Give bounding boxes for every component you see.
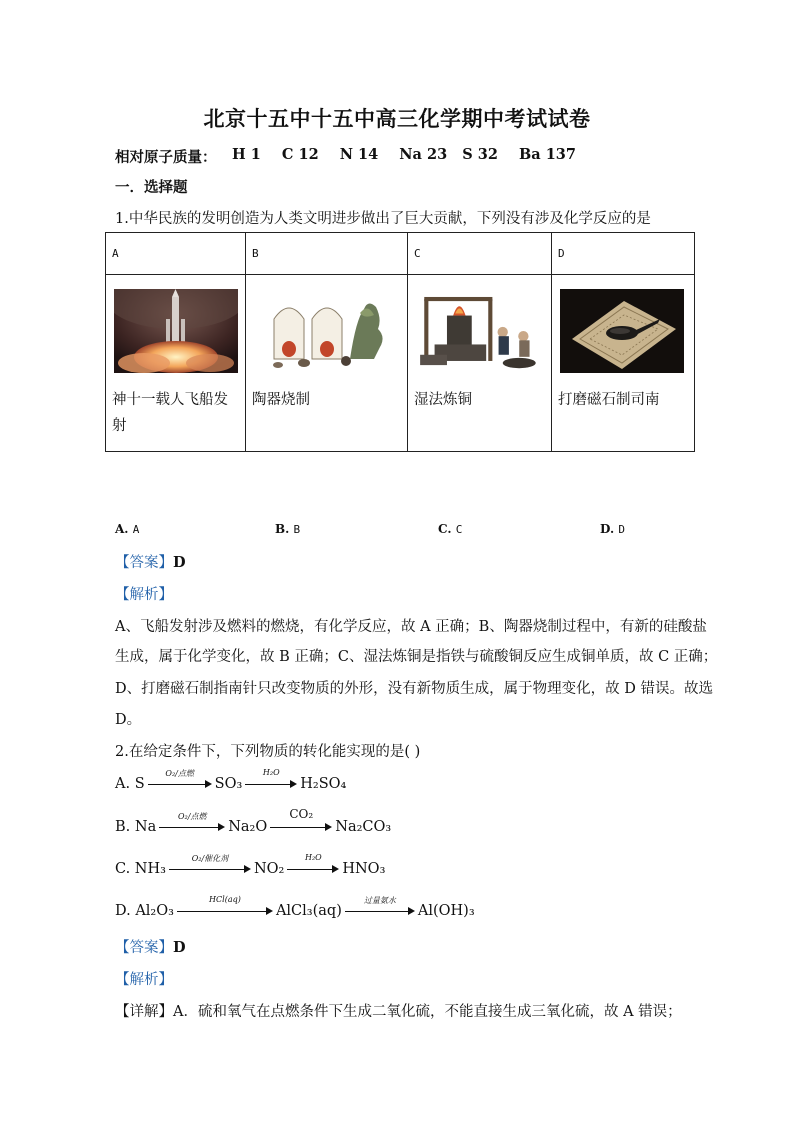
option-caption-a: 神十一载人飞船发射: [112, 392, 228, 434]
reaction-arrow: O₂/点燃: [159, 813, 225, 835]
q1-analysis-line: A、飞船发射涉及燃料的燃烧，有化学反应，故 A 正确；B、陶器烧制过程中，有新的硅酸盐: [115, 619, 707, 635]
q2-answer: 【答案】D: [115, 939, 186, 956]
question-2-stem: 2.在给定条件下，下列物质的转化能实现的是( ): [115, 744, 421, 760]
option-header-d: D: [552, 233, 695, 275]
atomic-mass-list: [232, 146, 592, 163]
option-cell-d: [552, 275, 695, 452]
page-title: 北京十五中十五中高三化学期中考试试卷: [203, 106, 591, 131]
atomic-mass-label: 相对原子质量：: [115, 149, 217, 166]
q1-analysis-line: 生成，属于化学变化，故 B 正确；C、湿法炼铜是指铁与硫酸铜反应生成铜单质，故 C 正确；: [115, 649, 718, 665]
option-cell-c: [408, 275, 552, 452]
section-title: 一．选择题: [115, 179, 188, 196]
atomic-mass-item: Ba 137: [519, 146, 576, 163]
option-caption-d: 打磨磁石制司南: [558, 392, 660, 408]
q1-answer: 【答案】D: [115, 554, 186, 571]
option-cell-a: [106, 275, 246, 452]
reaction-arrow: O₂/催化剂: [169, 855, 251, 877]
q2-option-d: D. Al₂O₃ HCl(aq) AlCl₃(aq) 过量氨水 Al(OH)₃: [115, 895, 475, 919]
rocket-launch-image: [114, 289, 238, 373]
reaction-arrow: CO₂: [270, 813, 332, 835]
choice-c: C. C: [438, 522, 463, 536]
q2-option-a: A. S O₂/点燃 SO₃ H₂O H₂SO₄: [115, 768, 347, 792]
atomic-mass-item: N 14: [339, 146, 379, 163]
option-caption-b: 陶器烧制: [252, 392, 310, 408]
pottery-kiln-image: [260, 289, 392, 373]
option-header-b: B: [246, 233, 408, 275]
reaction-arrow: H₂O: [287, 855, 339, 877]
question-1-options-table: [105, 232, 695, 452]
question-1-stem: 1.中华民族的发明创造为人类文明进步做出了巨大贡献，下列没有涉及化学反应的是: [115, 211, 651, 227]
q2-detail: 【详解】A．硫和氧气在点燃条件下生成二氧化硫，不能直接生成三氧化硫，故 A 错误；: [115, 1004, 682, 1020]
option-header-c: C: [408, 233, 552, 275]
copper-smelting-image: [416, 285, 544, 375]
atomic-mass-item: Na 23: [399, 146, 448, 163]
compass-sinan-image: [560, 289, 684, 373]
option-header-a: A: [106, 233, 246, 275]
reaction-arrow: H₂O: [245, 770, 297, 792]
reaction-arrow: 过量氨水: [345, 897, 415, 919]
reaction-arrow: HCl(aq): [177, 897, 273, 919]
q2-option-b: B. Na O₂/点燃 Na₂O CO₂ Na₂CO₃: [115, 807, 392, 835]
atomic-mass-item: S 32: [462, 146, 498, 163]
reaction-arrow: O₂/点燃: [148, 770, 212, 792]
option-cell-b: [246, 275, 408, 452]
q2-analysis-tag: 【解析】: [115, 972, 173, 988]
atomic-mass-item: C 12: [281, 146, 319, 163]
option-caption-c: 湿法炼铜: [414, 392, 472, 408]
choice-b: B. B: [275, 522, 301, 536]
choice-d: D. D: [600, 522, 625, 536]
q1-analysis-tag: 【解析】: [115, 587, 173, 603]
q1-analysis-line: D、打磨磁石制指南针只改变物质的外形，没有新物质生成，属于物理变化，故 D 错误。故选: [115, 681, 713, 697]
q1-analysis-line: D。: [115, 712, 142, 728]
q2-option-c: C. NH₃ O₂/催化剂 NO₂ H₂O HNO₃: [115, 853, 386, 877]
choice-a: A. A: [115, 522, 140, 536]
atomic-mass-item: H 1: [232, 146, 261, 163]
